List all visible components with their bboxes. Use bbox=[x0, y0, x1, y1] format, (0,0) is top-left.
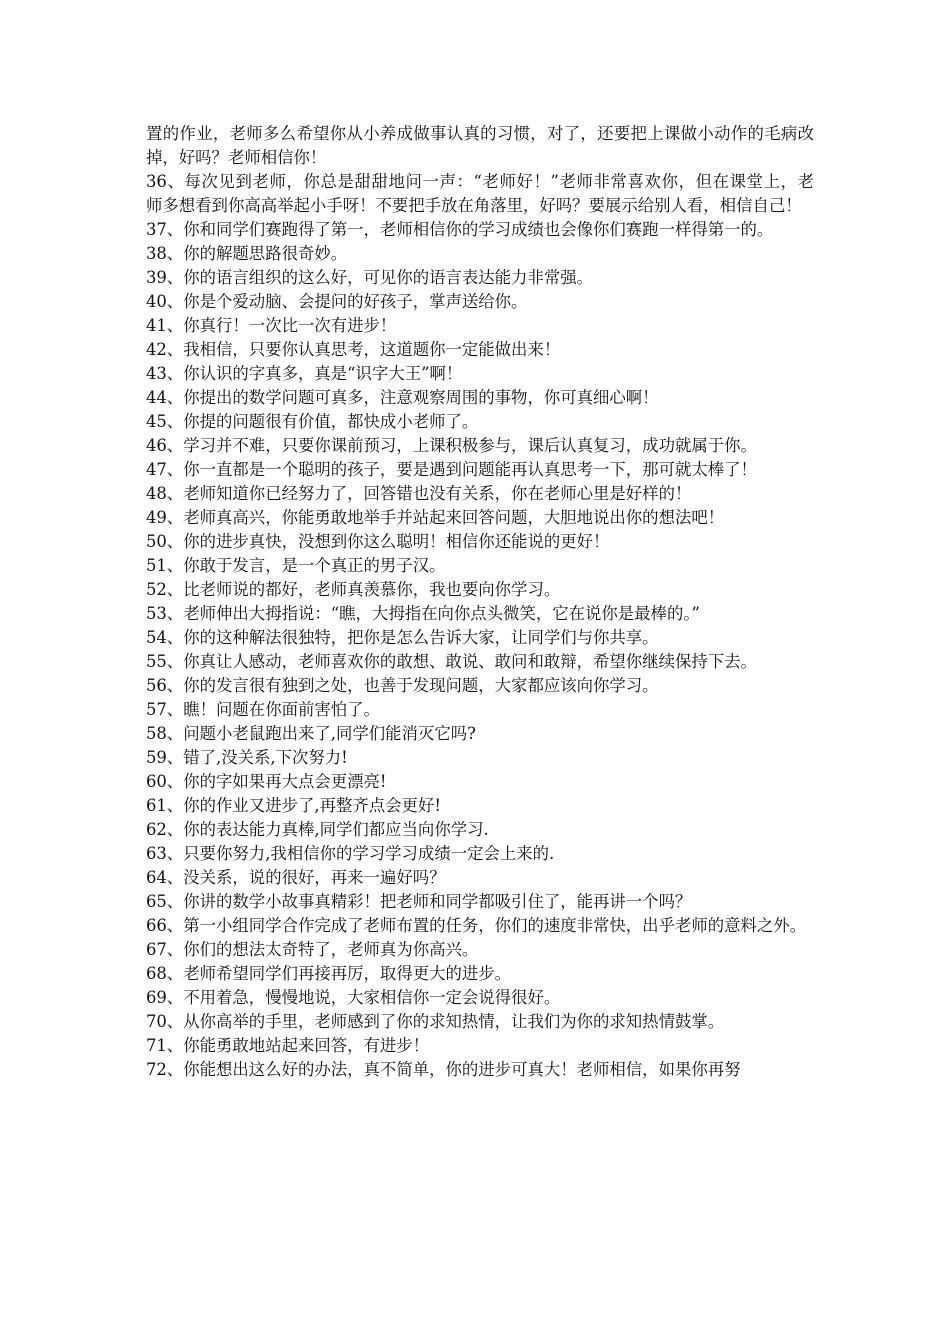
paragraph: 42、我相信，只要你认真思考，这道题你一定能做出来！ bbox=[146, 340, 561, 359]
paragraph: 43、你认识的字真多，真是“识字大王”啊！ bbox=[146, 364, 463, 383]
paragraph: 59、错了,没关系,下次努力! bbox=[146, 748, 348, 767]
paragraph: 46、学习并不难，只要你课前预习，上课积极参与，课后认真复习，成功就属于你。 bbox=[146, 436, 757, 455]
paragraph: 40、你是个爱动脑、会提问的好孩子，掌声送给你。 bbox=[146, 292, 528, 311]
paragraph: 70、从你高举的手里，老师感到了你的求知热情，让我们为你的求知热情鼓掌。 bbox=[146, 1012, 725, 1031]
paragraph: 57、瞧！问题在你面前害怕了。 bbox=[146, 700, 380, 719]
paragraph: 置的作业，老师多么希望你从小养成做事认真的习惯，对了，还要把上课做小动作的毛病改掉，好吗？老师相信你！ bbox=[146, 124, 814, 167]
paragraph: 50、你的进步真快，没想到你这么聪明！相信你还能说的更好！ bbox=[146, 532, 610, 551]
paragraph: 61、你的作业又进步了,再整齐点会更好! bbox=[146, 796, 441, 815]
paragraph: 68、老师希望同学们再接再厉，取得更大的进步。 bbox=[146, 964, 512, 983]
paragraph: 39、你的语言组织的这么好，可见你的语言表达能力非常强。 bbox=[146, 268, 594, 287]
paragraph: 65、你讲的数学小故事真精彩！把老师和同学都吸引住了，能再讲一个吗？ bbox=[146, 892, 692, 911]
paragraph: 63、只要你努力,我相信你的学习学习成绩一定会上来的. bbox=[146, 844, 555, 863]
paragraph: 66、第一小组同学合作完成了老师布置的任务，你们的速度非常快，出乎老师的意料之外。 bbox=[146, 916, 807, 935]
paragraph: 51、你敢于发言，是一个真正的男子汉。 bbox=[146, 556, 446, 575]
paragraph: 60、你的字如果再大点会更漂亮! bbox=[146, 772, 387, 791]
paragraph: 54、你的这种解法很独特，把你是怎么告诉大家，让同学们与你共享。 bbox=[146, 628, 659, 647]
paragraph: 44、你提出的数学问题可真多，注意观察周围的事物，你可真细心啊！ bbox=[146, 388, 659, 407]
paragraph: 58、问题小老鼠跑出来了,同学们能消灭它吗? bbox=[146, 724, 476, 743]
paragraph: 49、老师真高兴，你能勇敢地举手并站起来回答问题，大胆地说出你的想法吧！ bbox=[146, 508, 725, 527]
paragraph: 62、你的表达能力真棒,同学们都应当向你学习. bbox=[146, 820, 489, 839]
paragraph: 48、老师知道你已经努力了，回答错也没有关系，你在老师心里是好样的！ bbox=[146, 484, 692, 503]
paragraph: 53、老师伸出大拇指说：“瞧，大拇指在向你点头微笑，它在说你是最棒的。” bbox=[146, 604, 700, 623]
paragraph: 45、你提的问题很有价值，都快成小老师了。 bbox=[146, 412, 479, 431]
document-body bbox=[146, 122, 831, 1082]
paragraph: 38、你的解题思路很奇妙。 bbox=[146, 244, 348, 263]
paragraph: 52、比老师说的都好，老师真羡慕你，我也要向你学习。 bbox=[146, 580, 561, 599]
paragraph: 56、你的发言很有独到之处，也善于发现问题，大家都应该向你学习。 bbox=[146, 676, 659, 695]
paragraph: 41、你真行！一次比一次有进步！ bbox=[146, 316, 397, 335]
paragraph: 71、你能勇敢地站起来回答，有进步！ bbox=[146, 1036, 430, 1055]
paragraph: 67、你们的想法太奇特了，老师真为你高兴。 bbox=[146, 940, 479, 959]
paragraph: 37、你和同学们赛跑得了第一，老师相信你的学习成绩也会像你们赛跑一样得第一的。 bbox=[146, 220, 774, 239]
paragraph: 36、每次见到老师，你总是甜甜地问一声：“老师好！”老师非常喜欢你，但在课堂上，老 师多想看到你高高举起小手呀！不要把手放在角落里，好吗？要展示给别人看，相信自己！ bbox=[146, 172, 831, 215]
paragraph: 72、你能想出这么好的办法，真不简单，你的进步可真大！老师相信，如果你再努 bbox=[146, 1060, 741, 1079]
paragraph: 47、你一直都是一个聪明的孩子，要是遇到问题能再认真思考一下，那可就太棒了！ bbox=[146, 460, 757, 479]
paragraph: 64、没关系，说的很好，再来一遍好吗？ bbox=[146, 868, 446, 887]
paragraph: 55、你真让人感动，老师喜欢你的敢想、敢说、敢问和敢辩，希望你继续保持下去。 bbox=[146, 652, 757, 671]
paragraph: 69、不用着急，慢慢地说，大家相信你一定会说得很好。 bbox=[146, 988, 561, 1007]
